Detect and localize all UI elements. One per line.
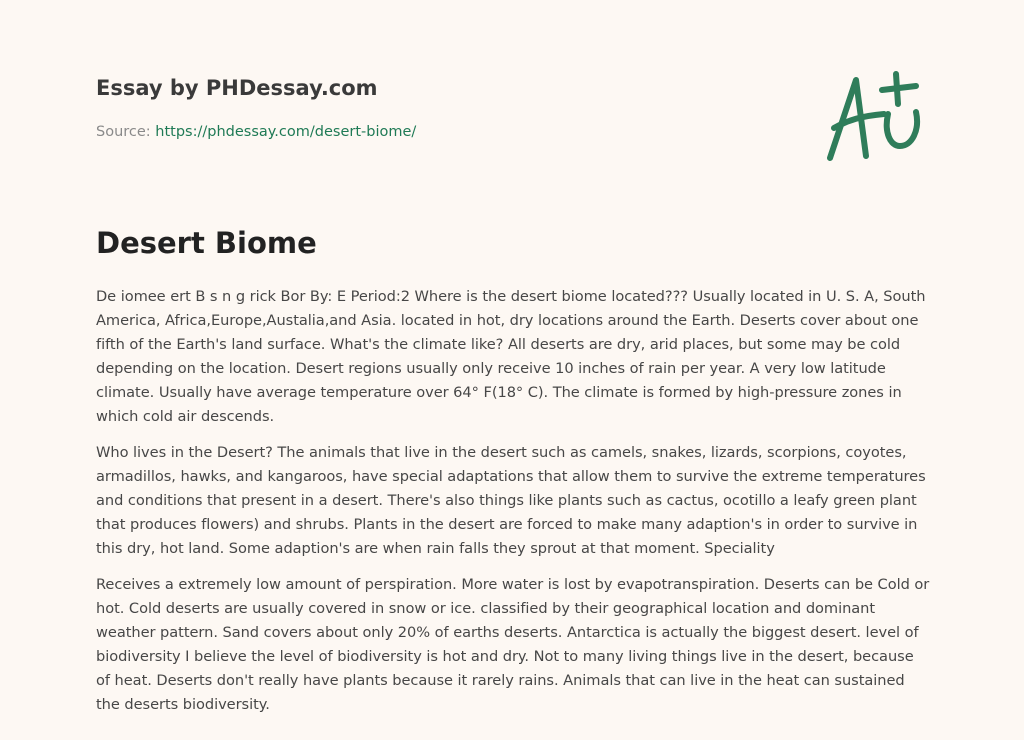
source-link[interactable]: https://phdessay.com/desert-biome/ [155, 124, 417, 140]
essay-body [96, 285, 932, 729]
essay-paragraph: Who lives in the Desert? The animals that live in the desert such as camels, snakes, lizards, scorpions, coyotes, armadillos, hawks, and kangaroos, have special adaptations that allow them to survive the extreme temperatures and conditions that present in a desert. There's also things like plants such as cactus, ocotillo a leafy green plant that produces flowers) and shrubs. Plants in the desert are forced to make many adaption's in order to survive in this dry, hot land. Some adaption's are when rain falls they sprout at that moment. Speciality [96, 444, 926, 557]
essay-paragraph: De iomee ert B s n g rick Bor By: E Period:2 Where is the desert biome located??? Usually located in U. S. A, South America, Africa,Europe,Austalia,and Asia. located in hot, dry locations around the Earth. Deserts cover about one fifth of the Earth's land surface. What's the climate like? All deserts are dry, arid places, but some may be cold depending on the location. Desert regions usually only receive 10 inches of rain per year. A very low latitude climate. Usually have average temperature over 64° F(18° C). The climate is formed by high-pressure zones in which cold air descends. [96, 288, 926, 425]
page-title: Desert Biome [96, 226, 317, 260]
source-line [96, 124, 416, 140]
source-label: Source: [96, 124, 156, 140]
a-plus-logo-icon [826, 70, 926, 162]
site-brand: Essay by PHDessay.com [96, 76, 378, 100]
essay-paragraph: Receives a extremely low amount of perspiration. More water is lost by evapotranspiration. Deserts can be Cold or hot. Cold deserts are usually covered in snow or ice. classified by their geographical location and dominant weather pattern. Sand covers about only 20% of earths deserts. Antarctica is actually the biggest desert. level of biodiversity I believe the level of biodiversity is hot and dry. Not to many living things live in the desert, because of heat. Deserts don't really have plants because it rarely rains. Animals that can live in the heat can sustained the deserts biodiversity. [96, 576, 930, 713]
